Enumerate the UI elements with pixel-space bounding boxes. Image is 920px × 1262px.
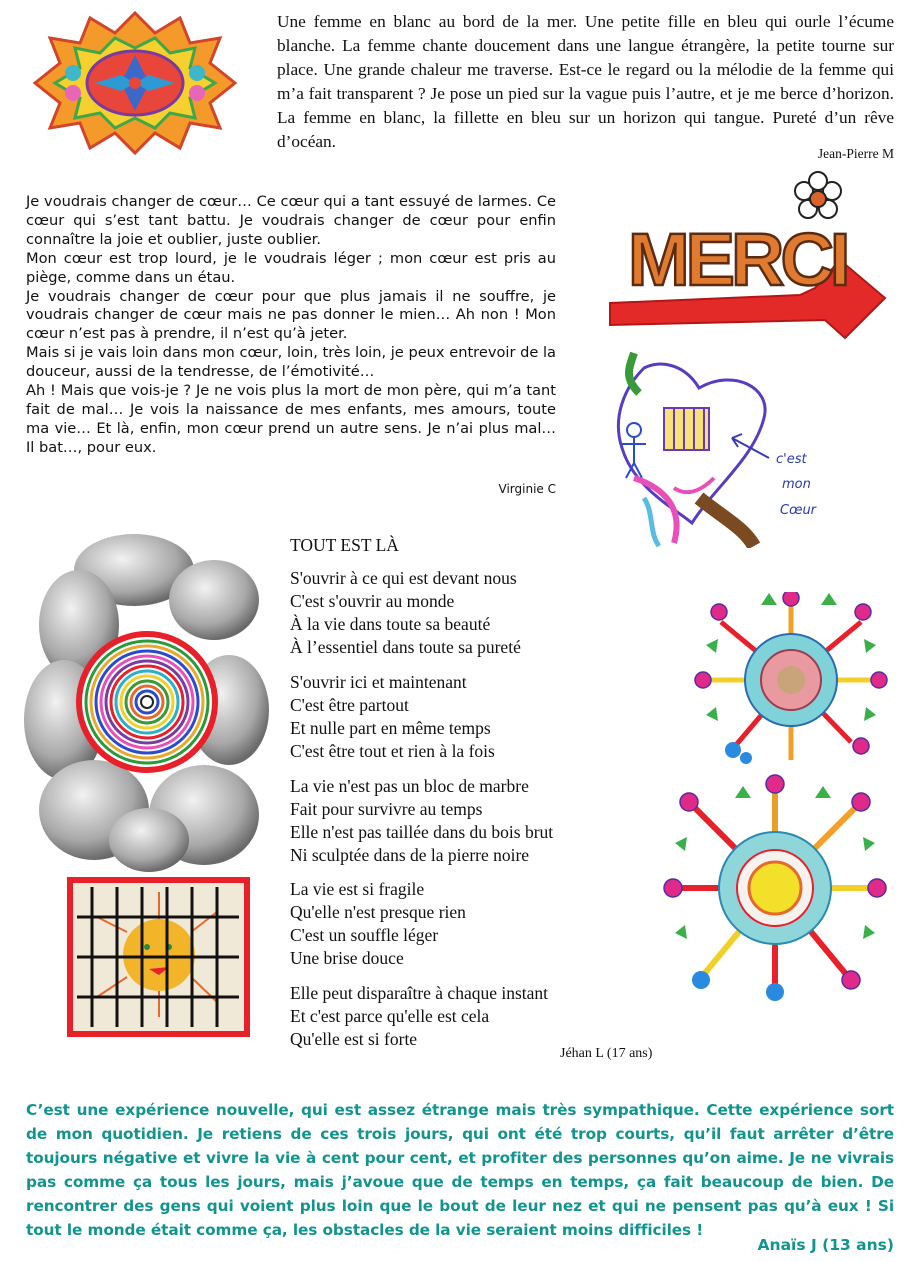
testimonial-anais: C’est une expérience nouvelle, qui est assez étrange mais très sympathique. Cette expérience sort de mon quotidien. Je retiens de ces trois jours, qui ont été trop courts, qu’il faut arrêter d’être toujours négative et vivre la vie à cent pour cent, et profiter des personnes qu’on aime. Je ne vivrais pas comme ça tous les jours, mais j’avoue que de temps en temps, ça fait beaucoup de bien. De rencontrer des gens qui voient plus loin que le bout de leur nez et qui ne pensent pas qu’à eux ! Si tout le monde était comme ça, les obstacles de la vie seraient moins difficiles ! xyxy=(26,1101,894,1239)
merci-word: MERCI xyxy=(628,218,847,301)
paragraph: Je voudrais changer de cœur pour que plus jamais il ne souffre, je voudrais changer de cœur mais ne pas donner le mien… Ah non ! Mon cœur n’est pas à prendre, il n’est qu’à jeter. xyxy=(26,287,556,343)
flower-mandala-drawing-2 xyxy=(659,774,892,1002)
poem-line: Et c'est parce qu'elle est cela xyxy=(290,1006,490,1026)
coeur-text xyxy=(26,193,556,458)
mandala-drawing-top xyxy=(26,8,244,158)
heart-drawing xyxy=(604,348,834,548)
poem-stanza xyxy=(290,671,495,763)
author-jehan: Jéhan L (17 ans) xyxy=(560,1046,653,1061)
poem-line: Et nulle part en même temps xyxy=(290,718,491,738)
paragraph: Ah ! Mais que vois-je ? Je ne vois plus la mort de mon père, qui m’a tant fait de mal… Je vois la naissance de mes enfants, mes amours, toute ma vie… Et là, enfin, mon cœur prend un autre sens. Je n’ai plus mal… Il bat…, pour eux. xyxy=(26,382,556,456)
poem-line: C'est être tout et rien à la fois xyxy=(290,741,495,761)
poem-line: C'est s'ouvrir au monde xyxy=(290,591,455,611)
poem-line: À la vie dans toute sa beauté xyxy=(290,614,491,634)
abstract-circles-drawing xyxy=(24,530,274,875)
poem-line: Ni sculptée dans de la pierre noire xyxy=(290,845,530,865)
author-anais: Anaïs J (13 ans) xyxy=(757,1236,894,1254)
poem-line: Elle n'est pas taillée dans du bois brut xyxy=(290,822,554,842)
poem-line: C'est un souffle léger xyxy=(290,925,439,945)
caged-sun-drawing xyxy=(67,877,250,1037)
intro-paragraph: Une femme en blanc au bord de la mer. Une petite fille en bleu qui ourle l’écume blanche. La femme chante doucement dans une langue étrangère, la petite tourne sur place. Une grande chaleur me traverse. Est-ce le regard ou la mélodie de la femme qui m’a fait transparent ? Je pose un pied sur la vague puis l’autre, et je me berce d’horizon. La femme en blanc, la fillette en bleu sur un horizon qui tangue. Pureté d’un rêve d’océan. xyxy=(277,12,894,151)
poem-stanza xyxy=(290,878,466,970)
poem-title: TOUT EST LÀ xyxy=(290,535,399,555)
paragraph: Mais si je vais loin dans mon cœur, loin, très loin, je peux entrevoir de la douceur, aussi de la tendresse, de l’émotivité… xyxy=(26,344,556,381)
poem-line: Qu'elle n'est presque rien xyxy=(290,902,466,922)
poem-line: Qu'elle est si forte xyxy=(290,1029,418,1049)
heart-caption-1: c'est xyxy=(776,452,807,467)
poem-stanza xyxy=(290,982,548,1051)
poem-line: La vie est si fragile xyxy=(290,879,425,899)
poem-line: La vie n'est pas un bloc de marbre xyxy=(290,776,529,796)
author-jean-pierre: Jean-Pierre M xyxy=(817,146,894,161)
poem-line: Elle peut disparaître à chaque instant xyxy=(290,983,549,1003)
paragraph: Je voudrais changer de cœur… Ce cœur qui a tant essuyé de larmes. Ce cœur qui s’est tant battu. Je voudrais changer de cœur pour enfin connaître la joie et oublier, juste oublier. xyxy=(26,193,556,248)
author-virginie: Virginie C xyxy=(498,482,556,496)
merci-drawing xyxy=(600,170,900,340)
poem-line: S'ouvrir à ce qui est devant nous xyxy=(290,568,517,588)
poem-stanza xyxy=(290,567,521,659)
heart-caption-3: Cœur xyxy=(780,503,817,518)
poem-line: S'ouvrir ici et maintenant xyxy=(290,672,467,692)
poem-stanza xyxy=(290,775,553,867)
heart-caption-2: mon xyxy=(782,477,811,492)
poem-line: À l’essentiel dans toute sa pureté xyxy=(290,637,521,657)
poem-line: C'est être partout xyxy=(290,695,409,715)
flower-mandala-drawing-1 xyxy=(693,592,889,767)
poem-line: Une brise douce xyxy=(290,948,404,968)
paragraph: Mon cœur est trop lourd, je le voudrais léger ; mon cœur est pris au piège, comme dans un étau. xyxy=(26,249,556,286)
poem-line: Fait pour survivre au temps xyxy=(290,799,483,819)
